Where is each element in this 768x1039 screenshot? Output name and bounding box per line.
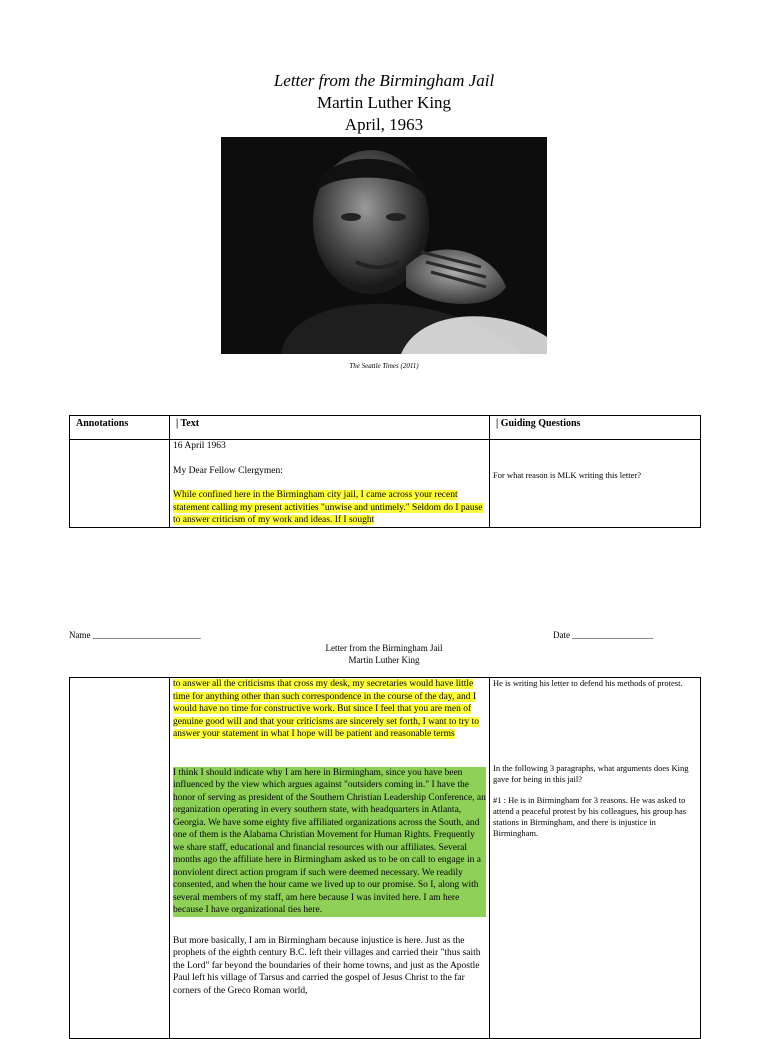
- title-block: [0, 70, 768, 136]
- annotation-cell[interactable]: [70, 678, 170, 1039]
- answer-cell: [490, 678, 701, 1039]
- portrait-illustration: [221, 137, 547, 354]
- annotation-table: [69, 415, 701, 528]
- header-guiding-questions: | Guiding Questions: [490, 416, 701, 440]
- letter-paragraph-highlight: While confined here in the Birmingham city jail, I came across your recent statement calling my present activities "unwise and untimely." Seldom do I pause to answer criticism of my work and ideas. If I sought: [173, 490, 483, 525]
- question-cell: [490, 440, 701, 528]
- header-text: | Text: [170, 416, 490, 440]
- photo-credit: The Seattle Times (2011): [349, 362, 419, 370]
- portrait-photo: [221, 137, 547, 354]
- annotation-table-continued: [69, 677, 701, 1039]
- letter-date: 16 April 1963: [173, 441, 226, 451]
- table-header-row: [70, 416, 701, 440]
- header-annotations: Annotations: [70, 416, 170, 440]
- answer-2: #1 : He is in Birmingham for 3 reasons. He was asked to attend a peaceful protest by his colleagues, his group has stations in Birmingham, and there is injustice in Birmingham.: [493, 795, 687, 838]
- answer-1: He is writing his letter to defend his methods of protest.: [493, 678, 683, 688]
- text-cell: [170, 440, 490, 528]
- document-date: April, 1963: [344, 115, 424, 134]
- letter-salutation: My Dear Fellow Clergymen:: [173, 465, 283, 476]
- guiding-question: For what reason is MLK writing this letter?: [493, 470, 642, 480]
- annotation-cell[interactable]: [70, 440, 170, 528]
- table-row: [70, 678, 701, 1039]
- text-paragraph-3: But more basically, I am in Birmingham because injustice is here. Just as the prophets of the eighth century B.C. left their villages and carried their "thus saith the Lord" far beyond the boundaries of their home towns, and just as the Apostle Paul left his village of Tarsus and carried the gospel of Jesus Christ to the far corners of the Greco Roman world,: [173, 935, 481, 996]
- table-row: [70, 440, 701, 528]
- document-author: Martin Luther King: [316, 93, 452, 112]
- page-header-title: Letter from the Birmingham Jail: [325, 643, 443, 653]
- date-field[interactable]: Date __________________: [553, 630, 654, 640]
- document-title: Letter from the Birmingham Jail: [273, 71, 495, 90]
- page-header: [0, 642, 768, 666]
- page-header-author: Martin Luther King: [348, 655, 420, 665]
- guiding-question-2: In the following 3 paragraphs, what arguments does King gave for being in this jail?: [493, 763, 689, 784]
- text-paragraph-2: I think I should indicate why I am here in Birmingham, since you have been influenced by the view which argues against "outsiders coming in." I have the honor of serving as president of the Southern Christian Leadership Conference, an organization operating in every southern state, with headquarters in Atlanta, Georgia. We have some eighty five affiliated organizations across the South, and one of them is the Alabama Christian Movement for Human Rights. Frequently we share staff, educational and financial resources with our affiliates. Several months ago the affiliate here in Birmingham asked us to be on call to engage in a nonviolent direct action program if such were deemed necessary. We readily consented, and when the hour came we lived up to our promise. So I, along with several members of my staff, am here because I was invited here. I am here because I have organizational ties here.: [173, 767, 486, 915]
- text-paragraph-1: to answer all the criticisms that cross my desk, my secretaries would have little time for anything other than such correspondence in the course of the day, and I would have no time for constructive work. But since I feel that you are men of genuine good will and that your criticisms are sincerely set forth, I want to try to answer your statement in what I hope will be patient and reasonable terms: [173, 679, 480, 739]
- name-field[interactable]: Name ________________________: [69, 630, 201, 640]
- text-cell: [170, 678, 490, 1039]
